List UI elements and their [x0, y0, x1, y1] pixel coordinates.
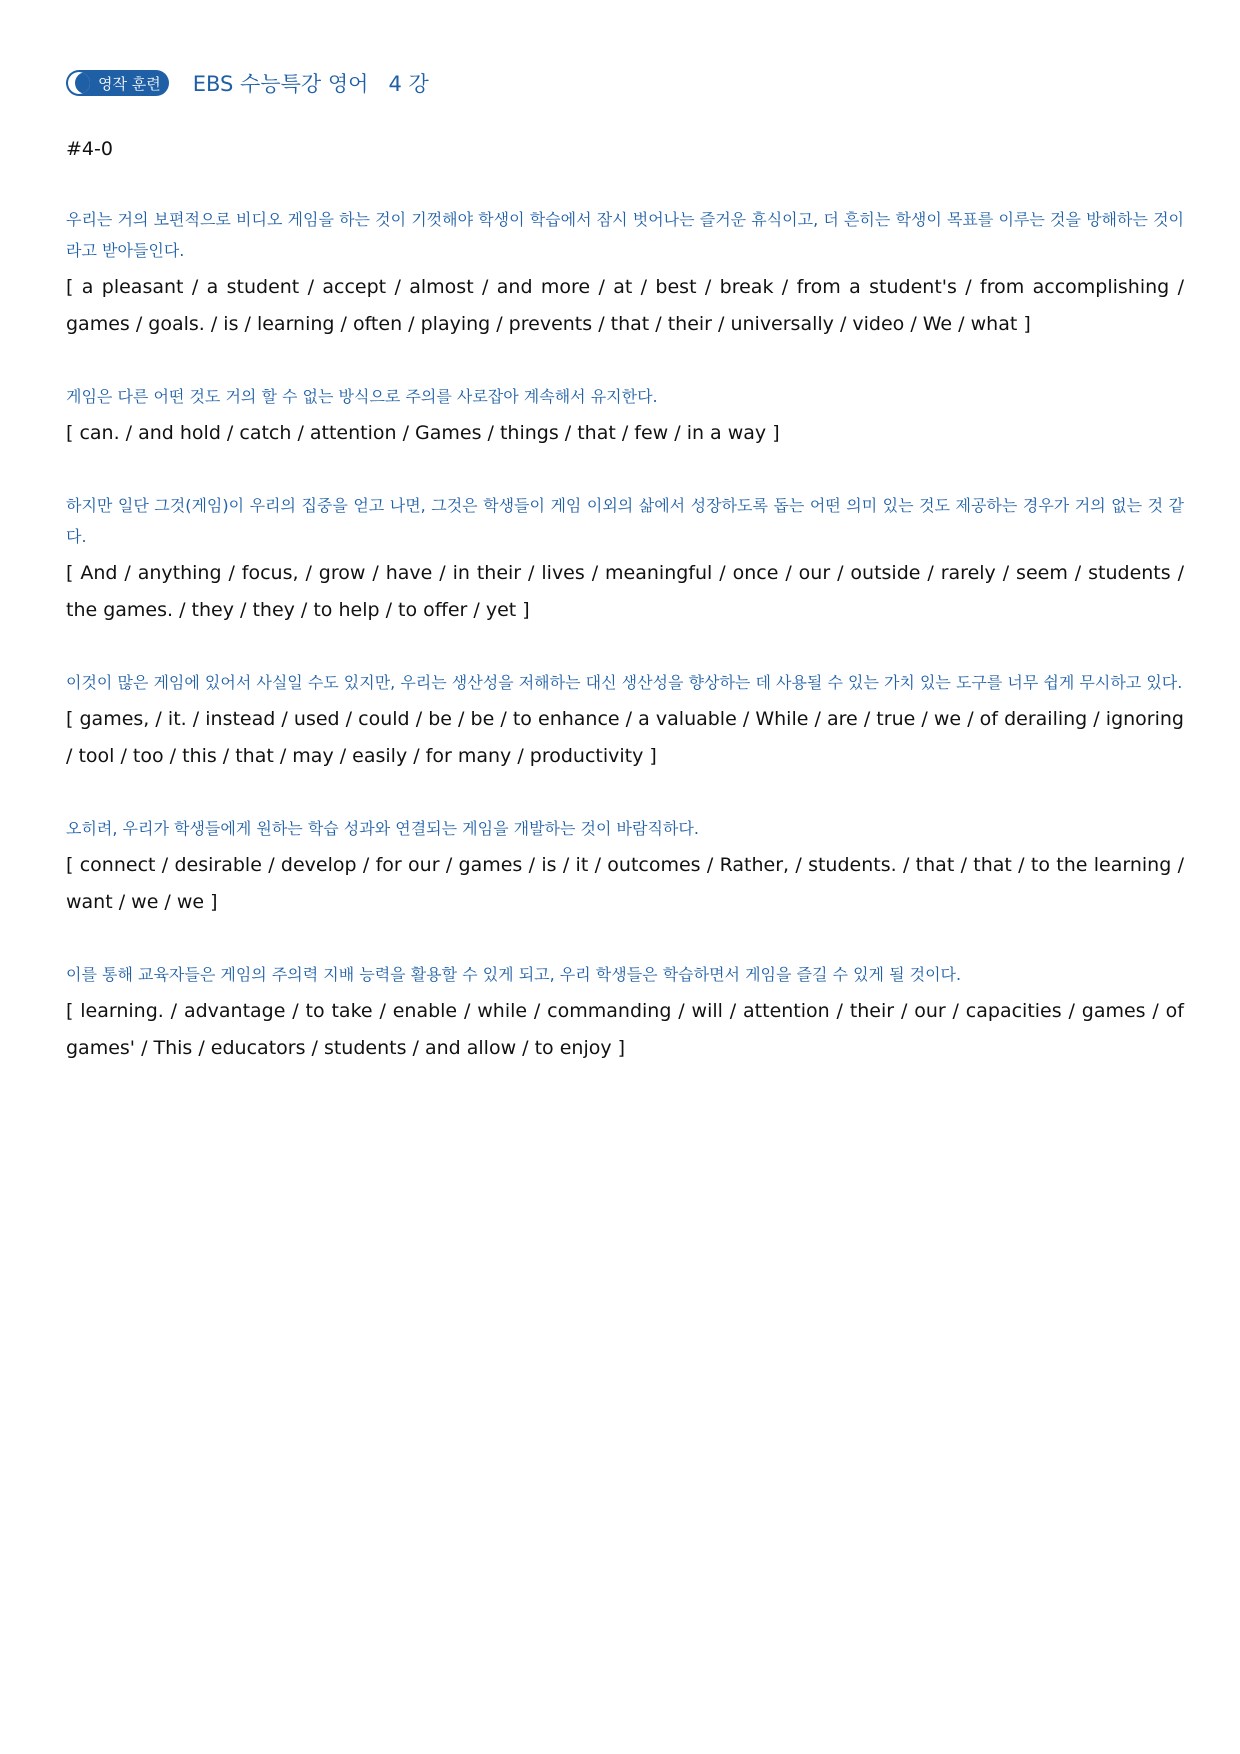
- word-bank: [ a pleasant / a student / accept / almost / and more / at / best / break / from a student's / from accomplishing / games / goals. / is / learning / often / playing / prevents / that / their / universally / video / We / what ]: [66, 276, 1184, 335]
- word-bank: [ learning. / advantage / to take / enable / while / commanding / will / attention / their / our / capacities / games / of games' / This / educators / students / and allow / to enjoy ]: [66, 1000, 1184, 1059]
- exercise-item: [66, 381, 1184, 452]
- exercise-item: [66, 490, 1184, 629]
- exercise-item: [66, 204, 1184, 343]
- section-badge: [66, 70, 169, 96]
- korean-sentence: 이를 통해 교육자들은 게임의 주의력 지배 능력을 활용할 수 있게 되고, 우리 학생들은 학습하면서 게임을 즐길 수 있게 될 것이다.: [66, 965, 962, 984]
- word-bank: [ connect / desirable / develop / for our / games / is / it / outcomes / Rather, / students. / that / that / to the learning / want / we / we ]: [66, 854, 1184, 913]
- korean-sentence: 오히려, 우리가 학생들에게 원하는 학습 성과와 연결되는 게임을 개발하는 것이 바람직하다.: [66, 819, 699, 838]
- exercise-item: [66, 813, 1184, 921]
- korean-sentence: 게임은 다른 어떤 것도 거의 할 수 없는 방식으로 주의를 사로잡아 계속해서 유지한다.: [66, 387, 658, 406]
- korean-sentence: 하지만 일단 그것(게임)이 우리의 집중을 얻고 나면, 그것은 학생들이 게임 이외의 삶에서 성장하도록 돕는 어떤 의미 있는 것도 제공하는 경우가 거의 없는 것 같다.: [66, 496, 1184, 546]
- lesson-id: #4-0: [66, 138, 113, 160]
- exercise-item: [66, 959, 1184, 1067]
- exercise-list: [66, 204, 1184, 1067]
- word-bank: [ can. / and hold / catch / attention / Games / things / that / few / in a way ]: [66, 422, 780, 444]
- exercise-item: [66, 667, 1184, 775]
- korean-sentence: 이것이 많은 게임에 있어서 사실일 수도 있지만, 우리는 생산성을 저해하는 대신 생산성을 향상하는 데 사용될 수 있는 가치 있는 도구를 너무 쉽게 무시하고 있다.: [66, 673, 1183, 692]
- korean-sentence: 우리는 거의 보편적으로 비디오 게임을 하는 것이 기껏해야 학생이 학습에서 잠시 벗어나는 즐거운 휴식이고, 더 흔히는 학생이 목표를 이루는 것을 방해하는 것이라고 받아들인다.: [66, 210, 1184, 260]
- worksheet-page: [66, 66, 1184, 1105]
- page-title: EBS 수능특강 영어 4 강: [192, 72, 429, 96]
- word-bank: [ games, / it. / instead / used / could / be / be / to enhance / a valuable / While / are / true / we / of derailing / ignoring / tool / too / this / that / may / easily / for many / productivity ]: [66, 708, 1184, 767]
- worksheet-header: [66, 66, 1184, 100]
- half-circle-icon: [68, 72, 90, 94]
- badge-label: 영작 훈련: [98, 74, 161, 93]
- word-bank: [ And / anything / focus, / grow / have / in their / lives / meaningful / once / our / outside / rarely / seem / students / the games. / they / they / to help / to offer / yet ]: [66, 562, 1184, 621]
